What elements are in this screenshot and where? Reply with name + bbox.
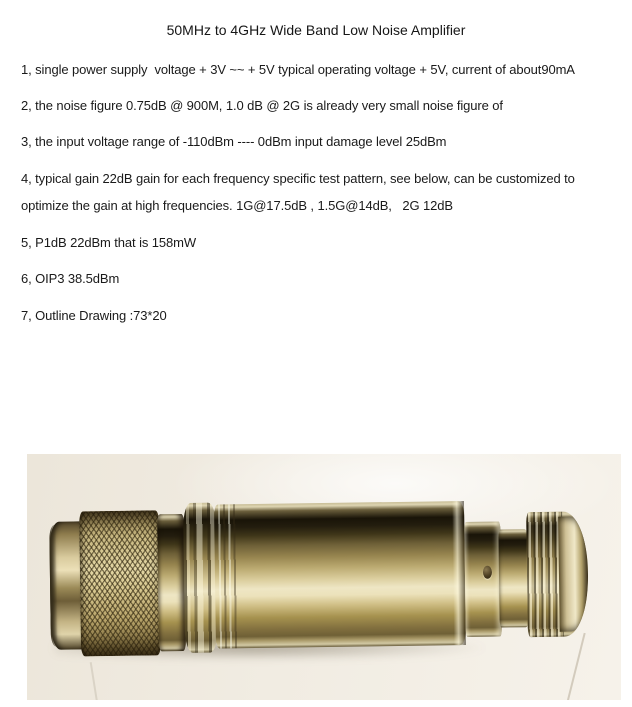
spec-line-1: 1, single power supply voltage + 3V ~~ + 5V typical operating voltage + 5V, current of about90mA [21, 62, 575, 77]
connector-edge-bevel [49, 525, 58, 647]
amplifier-device [27, 454, 621, 700]
body-collar-lines [218, 504, 238, 648]
connector-end-face [558, 516, 589, 631]
set-screw-hole [483, 566, 492, 579]
spec-line-2: 2, the noise figure 0.75dB @ 900M, 1.0 dB @ 2G is already very small noise figure of [21, 98, 503, 113]
spec-line-4b: optimize the gain at high frequencies. 1G@17.5dB , 1.5G@14dB, 2G 12dB [21, 198, 453, 213]
page-title: 50MHz to 4GHz Wide Band Low Noise Amplifier [166, 22, 466, 38]
body-right-edge-highlight [452, 501, 466, 645]
spec-line-4a: 4, typical gain 22dB gain for each frequency specific test pattern, see below, can be customized to [21, 171, 575, 186]
n-female-threaded-connector [526, 511, 589, 637]
spec-line-5: 5, P1dB 22dBm that is 158mW [21, 235, 197, 250]
spec-line-6: 6, OIP3 38.5dBm [21, 271, 120, 286]
amplifier-body [214, 501, 466, 648]
coupling-nut-rim [157, 514, 186, 651]
spec-line-3: 3, the input voltage range of -110dBm ---- 0dBm input damage level 25dBm [21, 134, 447, 149]
knurled-coupling-nut [79, 510, 161, 656]
output-barrel [498, 529, 529, 627]
step-collar [464, 522, 502, 637]
product-photo [27, 454, 621, 700]
connector-neck-grooves [183, 503, 218, 653]
spec-line-7: 7, Outline Drawing :73*20 [21, 308, 167, 323]
